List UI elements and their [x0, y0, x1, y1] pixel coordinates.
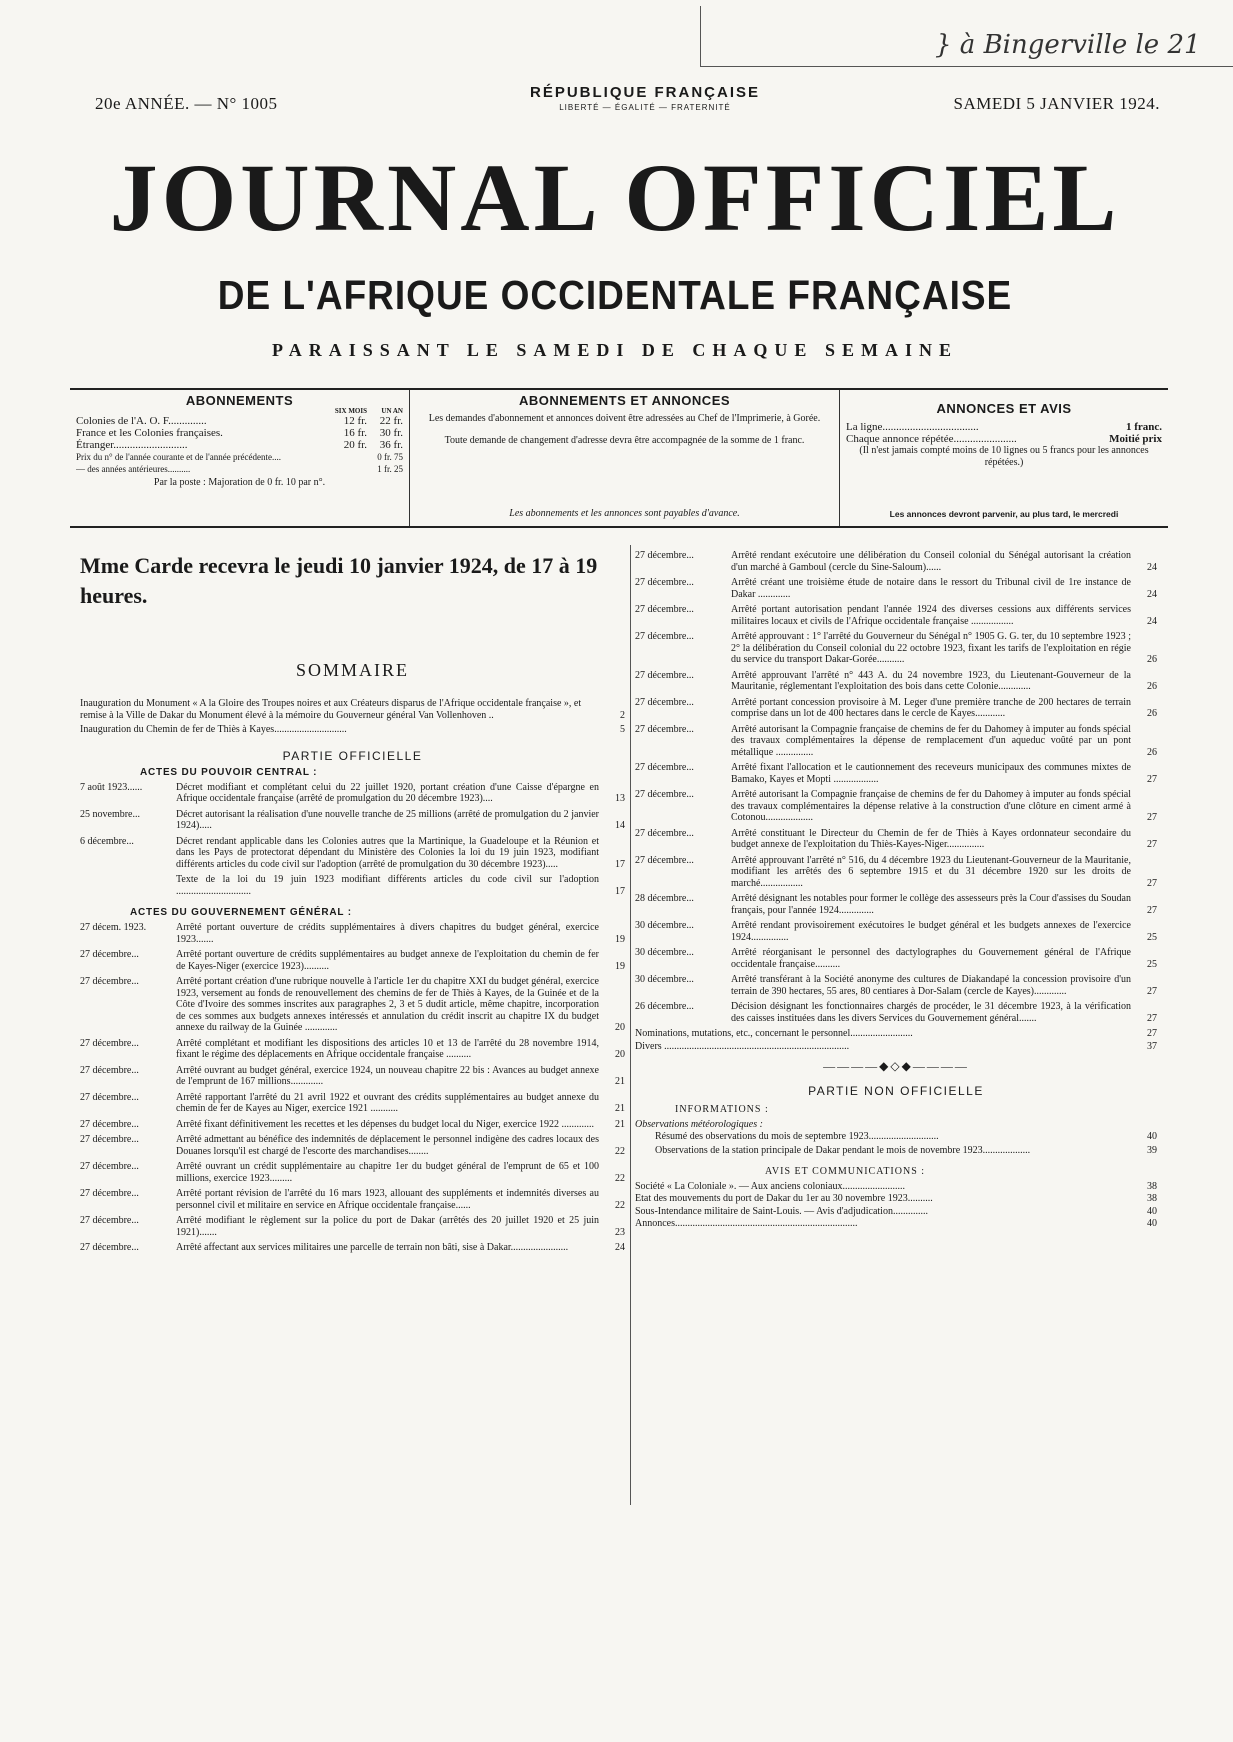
toc-date: 27 décembre...: [635, 854, 694, 866]
toc-page: 27: [1147, 773, 1157, 785]
toc-entry: [635, 631, 1157, 666]
toc-date: 27 décembre...: [80, 1242, 139, 1253]
toc-title: Texte de la loi du 19 juin 1923 modifiant différents articles du code civil sur l'adoption ..............................: [176, 874, 599, 897]
toc-page: 25: [1147, 958, 1157, 970]
abonnements-col-headers: [76, 407, 403, 415]
abonnement-row: [76, 463, 403, 475]
toc-page: 39: [1147, 1145, 1157, 1156]
toc-title: Arrêté créant une troisième étude de notaire dans le ressort du Tribunal civil de 1re instance de Dakar .............: [731, 577, 1131, 600]
abonnement-un-an: 36 fr.: [379, 439, 403, 451]
toc-entry: [80, 1092, 625, 1115]
masthead-tagline: PARAISSANT LE SAMEDI DE CHAQUE SEMAINE: [272, 340, 958, 360]
toc-entry: [635, 550, 1157, 573]
toc-page: 38: [1147, 1180, 1157, 1192]
ornament-divider: ————◆◇◆————: [823, 1059, 969, 1073]
abonnements-annonces-footer: Les abonnements et les annonces sont payables d'avance.: [509, 508, 740, 519]
annonces-avis-footer: Les annonces devront parvenir, au plus tard, le mercredi: [889, 509, 1119, 519]
toc-entry: [635, 855, 1157, 890]
toc-date: 27 décembre...: [80, 1037, 139, 1049]
toc-page: 38: [1147, 1193, 1157, 1204]
toc-page: 24: [615, 1242, 625, 1253]
toc-date: 26 décembre...: [635, 1001, 694, 1012]
toc-date: 27 décembre...: [635, 762, 694, 773]
toc-entry: [635, 1181, 1157, 1193]
toc-page: 27: [1147, 877, 1157, 889]
toc-date: 27 décembre...: [635, 789, 694, 800]
toc-page: 2: [620, 709, 625, 721]
handwritten-note: } à Bingerville le 21: [935, 30, 1201, 60]
toc-entry: [635, 670, 1157, 693]
toc-date: 30 décembre...: [635, 947, 694, 958]
toc-date: 27 décembre...: [80, 1064, 139, 1076]
toc-title: Arrêté portant ouverture de crédits supplémentaires à divers chapitres du budget général, exercice 1923.......: [176, 922, 599, 945]
toc-entry: [635, 893, 1157, 916]
abonnement-label: Prix du n° de l'année courante et de l'année précédente....: [76, 452, 282, 462]
toc-title: Observations de la station principale de Dakar pendant le mois de novembre 1923...................: [655, 1145, 1031, 1156]
toc-title: Société « La Coloniale ». — Aux anciens coloniaux.........................: [635, 1180, 905, 1192]
toc-page: 26: [1147, 746, 1157, 758]
toc-entry: [635, 789, 1157, 824]
toc-title: Inauguration du Monument « A la Gloire des Troupes noires et aux Créateurs disparus de l'Afrique occidentale française », et remise à la Ville de Dakar du Monument élevé à la mémoire du Gouverneur général Van Vollenhoven ..: [80, 698, 582, 721]
toc-title: Arrêté fixant définitivement les recettes et les dépenses du budget local du Niger, exercice 1922 .............: [176, 1118, 595, 1130]
toc-page: 24: [1147, 561, 1157, 573]
abonnement-six-mois: 16 fr.: [343, 427, 367, 439]
toc-title: Arrêté autorisant la Compagnie française de chemins de fer du Dahomey à imputer au fonds spécial des travaux complémentaires la dépense de remplacement d'un aqueduc voûté par un pont métallique ...............: [731, 723, 1131, 758]
toc-title: Arrêté portant ouverture de crédits supplémentaires au budget annexe de l'exploitation du chemin de fer de Kayes-Niger (exercice 1923)..........: [176, 949, 599, 972]
col-un-an: UN AN: [381, 407, 403, 415]
toc-title: Etat des mouvements du port de Dakar du 1er au 30 novembre 1923..........: [635, 1193, 933, 1204]
sommaire-left-column: [80, 698, 625, 1258]
toc-title: Arrêté rendant exécutoire une délibération du Conseil colonial du Sénégal autorisant la création d'un marché à Gamboul (cercle du Sine-Saloum)......: [731, 550, 1131, 573]
toc-entry: [80, 782, 625, 805]
column-separator: [630, 545, 631, 1505]
informations-heading: INFORMATIONS :: [675, 1104, 769, 1115]
toc-entry: [80, 1215, 625, 1238]
toc-entry: [80, 1161, 625, 1184]
annonces-rate-ligne: [846, 421, 1162, 433]
toc-entry: [635, 1041, 1157, 1053]
rate-repetee-label: Chaque annonce répétée.......................: [846, 433, 1017, 445]
toc-page: 20: [615, 1022, 625, 1033]
avis-list: [635, 1181, 1157, 1230]
rate-ligne-label: La ligne...................................: [846, 421, 979, 433]
toc-date: 27 décembre...: [80, 1215, 139, 1226]
toc-page: 26: [1147, 681, 1157, 692]
abonnement-row: [76, 451, 403, 463]
toc-page: 17: [615, 858, 625, 870]
header-bar: [95, 84, 1160, 124]
toc-entry: [80, 976, 625, 1034]
toc-page: 17: [615, 885, 625, 897]
toc-title: Arrêté approuvant : 1° l'arrêté du Gouverneur du Sénégal n° 1905 G. G. ter, du 10 septembre 1923 ; 2° la délibération du Conseil colonial du 22 octobre 1923, fixant les tarifs de l'exploitation en régie du service du transport Dakar-Gorée...........: [731, 631, 1131, 665]
toc-page: 22: [615, 1199, 625, 1211]
toc-entry: [635, 1218, 1157, 1230]
toc-title: Arrêté constituant le Directeur du Chemin de fer de Thiès à Kayes ordonnateur secondaire du budget annexe de l'exploitation du Thiès-Kayes-Niger...............: [731, 827, 1131, 850]
reception-notice: Mme Carde recevra le jeudi 10 janvier 1924, de 17 à 19 heures.: [80, 553, 598, 608]
abonnements-annonces-p2: Toute demande de changement d'adresse devra être accompagnée de la somme de 1 franc.: [444, 435, 805, 446]
toc-page: 22: [615, 1145, 625, 1157]
republic-motto: LIBERTÉ — ÉGALITÉ — FRATERNITÉ: [559, 103, 731, 112]
toc-date: 27 décembre...: [80, 1188, 139, 1199]
toc-entry: [80, 698, 625, 721]
toc-entry: [80, 1134, 625, 1157]
toc-entry: [635, 724, 1157, 759]
annonces-rate-repetee: [846, 433, 1162, 445]
republic-block: [475, 84, 815, 112]
toc-date: 27 décembre...: [80, 1134, 139, 1145]
toc-page: 27: [1147, 985, 1157, 997]
toc-page: 22: [615, 1172, 625, 1184]
toc-entry: [635, 1028, 1157, 1040]
toc-page: 27: [1147, 904, 1157, 916]
toc-title: Décret autorisant la réalisation d'une nouvelle tranche de 25 millions (arrêté de promulgation du 2 janvier 1924).....: [176, 808, 599, 831]
abonnements-annonces-heading: ABONNEMENTS ET ANNONCES: [518, 393, 731, 408]
abonnement-label: — des années antérieures..........: [76, 464, 191, 474]
toc-entry: [635, 920, 1157, 943]
toc-title: Arrêté portant révision de l'arrêté du 16 mars 1923, allouant des suppléments et indemnités diverses au personnel civil et militaire en service en Afrique occidentale française......: [176, 1188, 599, 1211]
toc-entry: [635, 828, 1157, 851]
partie-officielle-heading: PARTIE OFFICIELLE: [282, 748, 423, 763]
toc-page: 26: [1147, 654, 1157, 665]
toc-entry: [80, 922, 625, 945]
toc-entry: [635, 577, 1157, 600]
toc-page: 40: [1147, 1205, 1157, 1217]
toc-page: 37: [1147, 1040, 1157, 1052]
toc-page: 27: [1147, 839, 1157, 850]
intro-list: [80, 698, 625, 736]
avis-heading: AVIS ET COMMUNICATIONS :: [765, 1165, 926, 1177]
toc-entry: [655, 1145, 1157, 1157]
toc-title: Annonces.........................................................................: [635, 1218, 858, 1229]
toc-page: 23: [615, 1226, 625, 1238]
republic-label: RÉPUBLIQUE FRANÇAISE: [529, 84, 760, 101]
toc-entry: [80, 809, 625, 832]
col-six-mois: SIX MOIS: [334, 407, 367, 415]
gouv-list: [80, 922, 625, 1254]
toc-date: 27 décembre...: [635, 696, 694, 708]
toc-entry: [80, 836, 625, 871]
issue-date: SAMEDI 5 JANVIER 1924.: [953, 94, 1160, 113]
abonnements-rows: [76, 415, 403, 475]
toc-date: 27 décembre...: [80, 1091, 139, 1103]
sommaire-title: SOMMAIRE: [295, 660, 409, 680]
toc-title: Arrêté approuvant l'arrêté n° 516, du 4 décembre 1923 du Lieutenant-Gouverneur de la Mauritanie, modifiant les arrêtés des 6 septembre 1915 et du 31 décembre 1920 sur les droits de marché.................: [731, 854, 1131, 889]
toc-date: 27 décembre...: [80, 949, 139, 960]
toc-entry: [635, 947, 1157, 970]
toc-entry: [635, 762, 1157, 785]
toc-date: 27 décembre...: [635, 723, 694, 735]
toc-title: Inauguration du Chemin de fer de Thiès à Kayes.............................: [80, 724, 347, 735]
toc-entry: [80, 1119, 625, 1131]
toc-entry: [80, 724, 625, 736]
abonnement-row: [76, 439, 403, 451]
toc-title: Arrêté admettant au bénéfice des indemnités de déplacement le personnel indigène des cadres locaux des Douanes lorsqu'il est chargé de l'escorte des marchandises........: [176, 1134, 599, 1157]
toc-title: Arrêté portant concession provisoire à M. Leger d'une première tranche de 200 hectares de terrain comprise dans un lot de 400 hectares dans le cercle de Kayes............: [731, 696, 1131, 719]
toc-title: Décision désignant les fonctionnaires chargés de procéder, le 31 décembre 1923, à la vérification des caisses instituées dans les divers Services du Gouvernement général.......: [731, 1001, 1131, 1024]
toc-page: 27: [1147, 1012, 1157, 1024]
toc-title: Arrêté modifiant le règlement sur la police du port de Dakar (arrêtés des 20 juillet 1920 et 25 juin 1921).......: [176, 1215, 599, 1238]
abonnements-heading: ABONNEMENTS: [185, 393, 294, 408]
toc-page: 40: [1147, 1218, 1157, 1229]
toc-page: 27: [1147, 1028, 1157, 1039]
toc-page: 13: [615, 793, 625, 804]
toc-date: 27 décembre...: [635, 669, 694, 681]
toc-entry: [635, 1193, 1157, 1205]
abonnement-label: France et les Colonies françaises.: [76, 427, 223, 439]
abonnements-box: [70, 390, 410, 526]
masthead-title: JOURNAL OFFICIEL: [109, 144, 1121, 251]
toc-entry: [635, 1206, 1157, 1218]
toc-title: Divers ..........................................................................: [635, 1040, 850, 1052]
annonces-avis-box: [840, 390, 1168, 526]
abonnement-row: [76, 427, 403, 439]
toc-date: 27 décembre...: [80, 976, 139, 987]
toc-date: 25 novembre...: [80, 808, 140, 820]
annonces-avis-heading: ANNONCES ET AVIS: [936, 401, 1072, 416]
toc-entry: [80, 1065, 625, 1088]
toc-title: Arrêté portant création d'une rubrique nouvelle à l'article 1er du chapitre XXI du budget général, exercice 1923, versement au fonds de renouvellement des chemins de fer de Thiès à Kayes, de la Guinée et de la Côte d'Ivoire des sommes inscrites aux paragraphes 2, 3 et 5 dudit article, même chapitre, incorporation de ces sommes aux budgets annexes intéressés et annulation du crédit inscrit au chapitre IX du budget annexe du railway de la Guinée .............: [176, 976, 599, 1033]
abonnement-un-an: 0 fr. 75: [377, 452, 403, 462]
toc-title: Arrêté fixant l'allocation et le cautionnement des receveurs municipaux des communes mixtes de Bamako, Kayes et Mopti ..................: [731, 762, 1131, 785]
toc-page: 24: [1147, 588, 1157, 600]
toc-date: 27 décembre...: [80, 1118, 139, 1130]
toc-page: 20: [615, 1049, 625, 1060]
abonnement-label: Colonies de l'A. O. F..............: [76, 415, 207, 427]
rate-repetee-value: Moitié prix: [1109, 433, 1162, 445]
toc-page: 19: [615, 960, 625, 972]
toc-date: 27 décembre...: [80, 1161, 139, 1172]
toc-entry: [80, 1038, 625, 1061]
toc-title: Arrêté autorisant la Compagnie française de chemins de fer du Dahomey à imputer au fonds spécial des travaux complémentaires la dépense relative à la construction d'une clôture en ciment armé à Cotonou...................: [731, 789, 1131, 823]
toc-date: 30 décembre...: [635, 920, 694, 931]
rate-ligne-value: 1 franc.: [1125, 421, 1162, 433]
misc-list: [635, 1028, 1157, 1052]
abonnement-un-an: 30 fr.: [379, 427, 403, 439]
toc-title: Nominations, mutations, etc., concernant le personnel.........................: [635, 1028, 913, 1039]
toc-title: Arrêté rapportant l'arrêté du 21 avril 1922 et ouvrant des crédits supplémentaires au budget annexe du chemin de fer de Kayes au Niger, exercice 1921 ...........: [176, 1091, 599, 1114]
toc-date: 7 août 1923......: [80, 781, 143, 793]
toc-entry: [635, 974, 1157, 997]
toc-title: Arrêté ouvrant au budget général, exercice 1924, un nouveau chapitre 22 bis : Avances au budget annexe de l'emprunt de 167 millions.............: [176, 1064, 599, 1087]
toc-date: 27 décembre...: [635, 604, 694, 615]
abonnement-un-an: 22 fr.: [379, 415, 403, 427]
toc-title: Résumé des observations du mois de septembre 1923............................: [655, 1130, 939, 1142]
toc-title: Arrêté réorganisant le personnel des dactylographes du Gouvernement général de l'Afrique occidentale française..........: [731, 947, 1131, 970]
toc-entry: [635, 1001, 1157, 1024]
toc-entry: [80, 949, 625, 972]
abonnement-six-mois: [307, 463, 343, 475]
toc-title: Décret modifiant et complétant celui du 22 juillet 1920, portant création d'une Caisse d'épargne en Afrique occidentale française (arrêté de promulgation du 20 décembre 1923)....: [176, 781, 599, 804]
toc-date: 27 décembre...: [635, 550, 694, 561]
abonnements-annonces-box: [410, 390, 840, 526]
toc-page: 21: [615, 1118, 625, 1130]
toc-date: 6 décembre...: [80, 835, 134, 847]
toc-page: 14: [615, 820, 625, 831]
abonnement-six-mois: 20 fr.: [343, 439, 367, 451]
abonnement-un-an: 1 fr. 25: [377, 464, 403, 474]
toc-date: 28 décembre...: [635, 893, 694, 904]
toc-page: 21: [615, 1103, 625, 1114]
abonnement-six-mois: [307, 451, 343, 463]
toc-date: 27 décembre...: [635, 577, 694, 588]
partie-non-officielle-heading: PARTIE NON OFFICIELLE: [808, 1084, 984, 1098]
toc-date: 27 décembre...: [635, 631, 694, 642]
toc-title: Décret rendant applicable dans les Colonies autres que la Martinique, la Guadeloupe et la Réunion et dans les Pays de protectorat dépendant du Ministère des Colonies la loi du 19 juin 1923, modifiant différents articles du code civil sur l'adoption (arrêté de promulgation du 30 décembre 1923).....: [176, 835, 599, 870]
obs-list: [635, 1131, 1157, 1157]
toc-date: 27 décem. 1923.: [80, 922, 147, 933]
toc-title: Arrêté approuvant l'arrêté n° 443 A. du 24 novembre 1923, du Lieutenant-Gouverneur de la Mauritanie, réglementant l'exploitation des bois dans cette Colonie.............: [731, 669, 1131, 692]
toc-title: Arrêté portant autorisation pendant l'année 1924 des diverses cessions aux différents services militaires locaux et civils de l'Afrique occidentale française .................: [731, 604, 1131, 627]
abonnement-row: [76, 415, 403, 427]
toc-title: Sous-Intendance militaire de Saint-Louis. — Avis d'adjudication..............: [635, 1205, 928, 1217]
toc-page: 26: [1147, 708, 1157, 719]
actes-gouv-heading: ACTES DU GOUVERNEMENT GÉNÉRAL :: [130, 907, 352, 918]
right-list: [635, 550, 1157, 1024]
abonnement-six-mois: 12 fr.: [343, 415, 367, 427]
toc-entry: [635, 604, 1157, 627]
toc-page: 25: [1147, 931, 1157, 943]
toc-page: 19: [615, 933, 625, 945]
abonnement-label: Étranger...........................: [76, 439, 188, 451]
sommaire-right-column: [635, 550, 1157, 1231]
toc-entry: [80, 1242, 625, 1254]
toc-title: Arrêté désignant les notables pour former le collège des assesseurs près la Cour d'assises du Soudan français, pour l'année 1924..............: [731, 893, 1131, 916]
masthead-subtitle: DE L'AFRIQUE OCCIDENTALE FRANÇAISE: [217, 272, 1013, 318]
toc-title: Arrêté transférant à la Société anonyme des cultures de Diakandapé la concession provisoire d'un terrain de 390 hectares, 55 ares, 80 centiares à Dor-Salam (cercle de Kayes).............: [731, 974, 1131, 997]
toc-page: 5: [620, 724, 625, 735]
toc-page: 21: [615, 1076, 625, 1087]
toc-date: 30 décembre...: [635, 974, 694, 985]
central-list: [80, 782, 625, 898]
toc-entry: [80, 874, 625, 897]
toc-title: Arrêté ouvrant un crédit supplémentaire au chapitre 1er du budget général de l'emprunt de 65 et 100 millions, exercice 1923.........: [176, 1161, 599, 1184]
toc-entry: [655, 1131, 1157, 1143]
annonces-avis-note: (Il n'est jamais compté moins de 10 lignes ou 5 francs pour les annonces répétées.): [859, 445, 1149, 468]
toc-page: 40: [1147, 1130, 1157, 1142]
toc-title: Arrêté rendant provisoirement exécutoires le budget général et les budgets annexes de l'exercice 1924...............: [731, 920, 1131, 943]
abonnements-annonces-p1: Les demandes d'abonnement et annonces doivent être adressées au Chef de l'Imprimerie, à Gorée.: [428, 413, 821, 424]
toc-title: Arrêté affectant aux services militaires une parcelle de terrain non bâti, sise à Dakar.......................: [176, 1242, 569, 1253]
abonnements-postal: Par la poste : Majoration de 0 fr. 10 par n°.: [153, 477, 326, 488]
actes-central-heading: ACTES DU POUVOIR CENTRAL :: [140, 766, 318, 778]
toc-date: 27 décembre...: [635, 827, 694, 839]
toc-entry: [80, 1188, 625, 1211]
issue-number: 20e ANNÉE. — N° 1005: [95, 94, 278, 113]
obs-heading: Observations météorologiques :: [635, 1119, 763, 1130]
toc-entry: [635, 697, 1157, 720]
toc-title: Arrêté complétant et modifiant les dispositions des articles 10 et 13 de l'arrêté du 28 novembre 1914, fixant le régime des déplacements en Afrique occidentale française ..........: [176, 1037, 599, 1060]
toc-page: 24: [1147, 615, 1157, 627]
subscription-boxes: [70, 388, 1168, 528]
toc-page: 27: [1147, 812, 1157, 823]
